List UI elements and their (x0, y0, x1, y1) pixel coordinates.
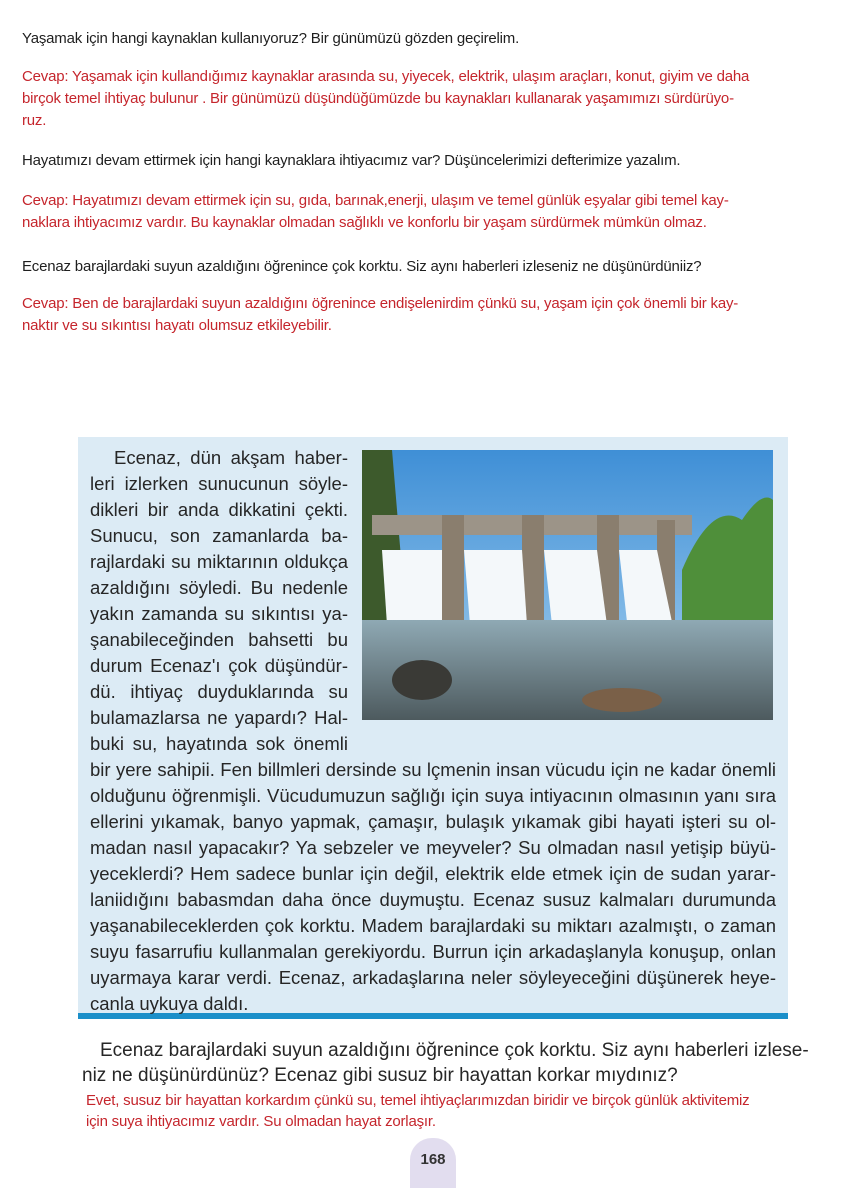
story-line: leri izlerken sunucunun söyle- (90, 473, 348, 494)
answer-1-line: ruz. (22, 112, 47, 129)
story-line: bir yere sahipii. Fen billmleri dersinde su lçmenin insan vücudu için ne kadar önemli (90, 759, 776, 780)
story-line: yakın zamanda su sıkıntısı ya- (90, 603, 348, 624)
story-text-left (90, 445, 348, 757)
answer-4-line: Evet, susuz bir hayattan korkardım çünkü su, temel ihtiyaçlarımızdan biridir ve birçok günlük aktivitemiz (86, 1092, 750, 1109)
story-line: madan nasıl yapacakır? Ya sebzeler ve meyveler? Su olmadan nasıl yetişip büyü- (90, 837, 776, 858)
story-line: uyarmaya karar verdi. Ecenaz, arkadaşlarına neler söyleyeceğini düşünerek heye- (90, 967, 776, 988)
answer-4-line: için suya ihtiyacımız vardır. Su olmadan hayat zorlaşır. (86, 1113, 436, 1130)
question-1: Yaşamak için hangi kaynaklan kullanıyoruz? Bir günümüzü gözden geçirelim. (22, 30, 520, 47)
page-number: 168 (410, 1138, 456, 1188)
story-line: azaldığını söyledi. Bu nedenle (90, 577, 348, 598)
answer-1-line: Cevap: Yaşamak için kullandığımız kaynaklar arasında su, yiyecek, elektrik, ulaşım araçları, konut, giyim ve daha (22, 68, 750, 85)
story-line: ellerini yıkamak, banyo yapmak, çamaşır, bulaşık yıkamak gibi hayati işteri su ol- (90, 811, 776, 832)
answer-2-line: Cevap: Hayatımızı devam ettirmek için su, gıda, barınak,enerji, ulaşım ve temel günlük eşyalar gibi temel kay- (22, 192, 729, 209)
answer-3-line: naktır ve su sıkıntısı hayatı olumsuz etkileyebilir. (22, 317, 332, 334)
story-line: rajlardaki su miktarının oldukça (90, 551, 348, 572)
story-line: canla uykuya daldı. (90, 993, 249, 1014)
story-line: Ecenaz, dün akşam haber- (114, 447, 348, 468)
answer-2-line: naklara ihtiyacımız vardır. Bu kaynaklar olmadan sağlıklı ve konforlu bir yaşam sürdürmek mümkün olmaz. (22, 214, 707, 231)
answer-1-line: birçok temel ihtiyaç bulunur . Bir günümüzü düşündüğümüzde bu kaynakları kullanarak yaşamımızı sürdürüyo- (22, 90, 734, 107)
story-line: yaşanabileceklerden çok korktu. Madem barajlardaki su miktarı azalmıştı, o zaman (90, 915, 776, 936)
question-4-line: niz ne düşünürdünüz? Ecenaz gibi susuz bir hayattan korkar mıydınız? (82, 1065, 678, 1086)
story-line: dikleri bir anda dikkatini çekti. (90, 499, 348, 520)
story-line: laniidığını babasmdan daha önce duymuştu. Ecenaz susuz kalmaları durumunda (90, 889, 776, 910)
story-line: şanabileceğinden bahsetti bu (90, 629, 348, 650)
story-line: bulamazlarsa ne yapardı? Hal- (90, 707, 348, 728)
story-line: durum Ecenaz'ı çok düşündür- (90, 655, 348, 676)
story-text-full (90, 757, 776, 1017)
question-4-line: Ecenaz barajlardaki suyun azaldığını öğrenince çok korktu. Siz aynı haberleri izlese- (100, 1040, 809, 1061)
story-line: buki su, hayatında sok önemli (90, 733, 348, 754)
answer-3-line: Cevap: Ben de barajlardaki suyun azaldığını öğrenince endişelenirdim çünkü su, yaşam için çok önemli bir kay- (22, 295, 739, 312)
story-line: dü. ihtiyaç duyduklarında su (90, 681, 348, 702)
question-2: Hayatımızı devam ettirmek için hangi kaynaklara ihtiyacımız var? Düşüncelerimizi defterimize yazalım. (22, 152, 681, 169)
story-line: yeceklerdi? Hem sadece bunlar için değil, elektrik elde etmek için de sudan yarar- (90, 863, 776, 884)
story-line: olduğunu öğrenmişli. Vücudumuzun sağlığı için suya intiyacının olmasının yanı sıra (90, 785, 776, 806)
story-line: suyu fasarrufiu kullanmalan gerekiyordu. Burrun için arkadaşlanyla konuşup, onlan (90, 941, 776, 962)
dam-photo (362, 450, 773, 720)
question-3: Ecenaz barajlardaki suyun azaldığını öğrenince çok korktu. Siz aynı haberleri izleseniz ne düşünürdüniiz? (22, 258, 702, 275)
story-line: Sunucu, son zamanlarda ba- (90, 525, 348, 546)
